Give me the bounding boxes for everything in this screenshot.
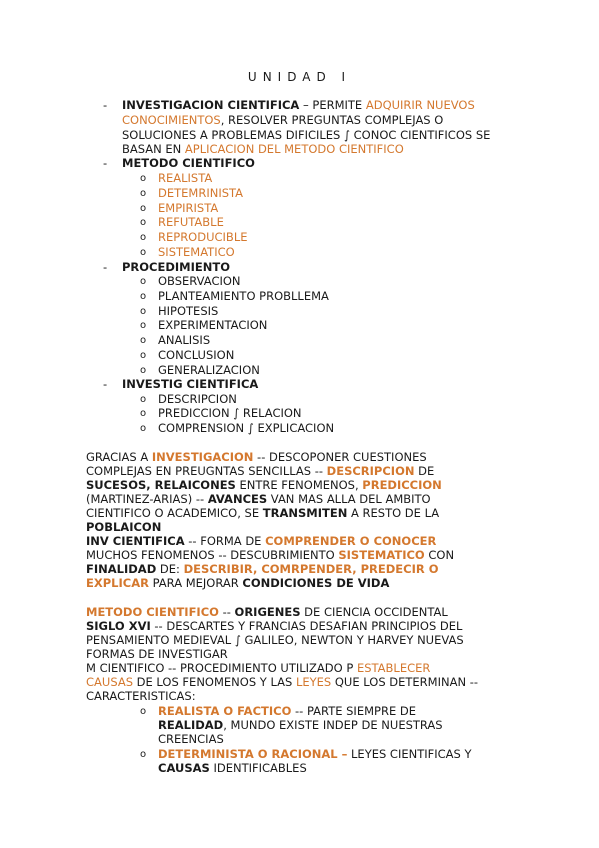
outline-subitem — [158, 215, 224, 230]
text-run: EXPLICAR — [86, 576, 149, 590]
characteristic-line — [158, 704, 416, 719]
text-run: -- PARTE SIEMPRE DE — [291, 704, 416, 718]
text-run: – PERMITE — [299, 98, 366, 112]
outline-continuation — [122, 142, 404, 157]
text-run: METODO CIENTIFICO — [122, 156, 255, 170]
text-run: CONOCIMIENTOS — [122, 113, 221, 127]
bullet-marker: o — [140, 188, 147, 199]
text-run: ORIGENES — [234, 605, 301, 619]
outline-subitem — [158, 318, 267, 333]
text-run: CARACTERISTICAS: — [86, 689, 196, 703]
text-run: POBLAICON — [86, 520, 162, 534]
text-run: PREDICCION ∫ RELACION — [158, 406, 302, 420]
text-run: DE: — [156, 562, 184, 576]
text-run: PARA MEJORAR — [148, 576, 243, 590]
outline-subitem — [158, 186, 243, 201]
text-run: ESTABLECER — [356, 661, 431, 675]
text-run: CREENCIAS — [158, 732, 224, 746]
outline-subitem — [158, 406, 302, 421]
bullet-marker: o — [140, 350, 147, 361]
outline-subitem — [158, 245, 235, 260]
text-run: VAN MAS ALLA DEL AMBITO — [267, 492, 431, 506]
text-run: , RESOLVER PREGUNTAS COMPLEJAS O — [220, 113, 444, 127]
text-run: A RESTO DE LA — [347, 506, 440, 520]
text-run: PREDICCION — [362, 478, 442, 492]
bullet-marker: o — [140, 749, 147, 760]
bullet-marker: o — [140, 335, 147, 346]
text-run: INVESTIGACION CIENTIFICA — [122, 98, 300, 112]
text-run: SIGLO XVI — [86, 619, 151, 633]
text-run: DESCRIBIR, COMRPENDER, PREDECIR O — [183, 562, 439, 576]
dash-marker: - — [103, 156, 108, 170]
dash-marker: - — [103, 377, 108, 391]
paragraph-line — [86, 605, 448, 620]
bullet-marker: o — [140, 203, 147, 214]
bullet-marker: o — [140, 423, 147, 434]
text-run: ADQUIRIR NUEVOS — [365, 98, 475, 112]
outline-subitem — [158, 274, 241, 289]
outline-heading — [122, 156, 255, 171]
text-run: REPRODUCIBLE — [158, 230, 248, 244]
text-run: CONCLUSION — [158, 348, 235, 362]
outline-subitem — [158, 363, 260, 378]
paragraph-line — [86, 562, 438, 577]
text-run: COMPRENDER O CONOCER — [265, 534, 437, 548]
bullet-marker: o — [140, 217, 147, 228]
text-run: TRANSMITEN — [262, 506, 348, 520]
text-run: SUCESOS, RELAICONES — [86, 478, 236, 492]
text-run: INVESTIG CIENTIFICA — [122, 377, 259, 391]
text-run: DE CIENCIA OCCIDENTAL — [300, 605, 448, 619]
paragraph-line — [86, 647, 228, 662]
paragraph-line — [86, 450, 427, 465]
text-run: , MUNDO EXISTE INDEP DE NUESTRAS — [223, 718, 443, 732]
bullet-marker: o — [140, 306, 147, 317]
outline-subitem — [158, 230, 248, 245]
outline-subitem — [158, 348, 234, 363]
text-run: COMPLEJAS EN PREUGNTAS SENCILLAS -- — [86, 464, 327, 478]
bullet-marker: o — [140, 394, 147, 405]
outline-subitem — [158, 201, 218, 216]
text-run: METODO CIENTIFICO — [86, 605, 219, 619]
text-run: REALIDAD — [158, 718, 224, 732]
text-run: IDENTIFICABLES — [209, 761, 307, 775]
outline-heading — [122, 377, 258, 392]
text-run: GRACIAS A — [86, 450, 152, 464]
characteristic-line — [158, 718, 443, 733]
text-run: OBSERVACION — [158, 274, 241, 288]
outline-subitem — [158, 171, 212, 186]
text-run: FINALIDAD — [86, 562, 157, 576]
text-run: CAUSAS — [86, 675, 133, 689]
bullet-marker: o — [140, 408, 147, 419]
outline-continuation — [122, 128, 490, 143]
text-run: REALISTA — [158, 171, 213, 185]
text-run: REALISTA O FACTICO — [158, 704, 292, 718]
dash-marker: - — [103, 98, 108, 112]
characteristic-line — [158, 732, 224, 747]
paragraph-line — [86, 548, 454, 563]
text-run: EXPERIMENTACION — [158, 318, 268, 332]
paragraph-line — [86, 661, 430, 676]
outline-subitem — [158, 289, 329, 304]
paragraph-line — [86, 576, 389, 591]
text-run: HIPOTESIS — [158, 304, 219, 318]
paragraph-line — [86, 520, 161, 535]
text-run: PLANTEAMIENTO PROBLLEMA — [158, 289, 329, 303]
text-run: CONDICIONES DE VIDA — [242, 576, 390, 590]
text-run: -- DESCARTES Y FRANCIAS DESAFIAN PRINCIPIOS DEL — [150, 619, 463, 633]
bullet-marker: o — [140, 276, 147, 287]
text-run: REFUTABLE — [158, 215, 224, 229]
text-run: DESCRIPCION — [158, 392, 237, 406]
text-run: CON — [424, 548, 455, 562]
text-run: DETEMRINISTA — [158, 186, 244, 200]
text-run: DE LOS FENOMENOS Y LAS — [133, 675, 296, 689]
text-run: EMPIRISTA — [158, 201, 219, 215]
text-run: ENTRE FENOMENOS, — [235, 478, 363, 492]
characteristic-line — [158, 761, 307, 776]
text-run: CAUSAS — [158, 761, 210, 775]
outline-subitem — [158, 392, 237, 407]
text-run: PENSAMIENTO MEDIEVAL ∫ GALILEO, NEWTON Y HARVEY NUEVAS — [86, 633, 464, 647]
paragraph-line — [86, 534, 436, 549]
bullet-marker: o — [140, 320, 147, 331]
paragraph-line — [86, 689, 196, 704]
text-run: QUE LOS DETERMINAN -- — [331, 675, 479, 689]
text-run: SOLUCIONES A PROBLEMAS DIFICILES ∫ CONOC CIENTIFICOS SE — [122, 128, 491, 142]
bullet-marker: o — [140, 232, 147, 243]
text-run: COMPRENSION ∫ EXPLICACION — [158, 421, 335, 435]
characteristic-line — [158, 747, 472, 762]
outline-subitem — [158, 333, 210, 348]
bullet-marker: o — [140, 365, 147, 376]
bullet-marker: o — [140, 247, 147, 258]
text-run: SISTEMATICO — [338, 548, 425, 562]
text-run: DETERMINISTA O RACIONAL – — [158, 747, 348, 761]
text-run: -- FORMA DE — [184, 534, 266, 548]
text-run: MUCHOS FENOMENOS -- DESCUBRIMIENTO — [86, 548, 339, 562]
bullet-marker: o — [140, 706, 147, 717]
text-run: ANALISIS — [158, 333, 211, 347]
text-run: LEYES CIENTIFICAS Y — [347, 747, 472, 761]
paragraph-line — [86, 492, 431, 507]
text-run: -- DESCOPONER CUESTIONES — [253, 450, 427, 464]
paragraph-line — [86, 464, 434, 479]
bullet-marker: o — [140, 173, 147, 184]
outline-heading — [122, 260, 230, 275]
text-run: BASAN EN — [122, 142, 185, 156]
text-run: APLICACION DEL METODO CIENTIFICO — [184, 142, 404, 156]
outline-subitem — [158, 421, 334, 436]
text-run: LEYES — [295, 675, 332, 689]
text-run: GENERALIZACION — [158, 363, 260, 377]
text-run: INV CIENTIFICA — [86, 534, 185, 548]
text-run: DE — [414, 464, 435, 478]
text-run: M CIENTIFICO -- PROCEDIMIENTO UTILIZADO P — [86, 661, 357, 675]
text-run: AVANCES — [207, 492, 268, 506]
text-run: PROCEDIMIENTO — [122, 260, 231, 274]
text-run: (MARTINEZ-ARIAS) -- — [86, 492, 208, 506]
outline-subitem — [158, 304, 218, 319]
text-run: SISTEMATICO — [158, 245, 235, 259]
text-run: -- — [218, 605, 235, 619]
text-run: CIENTIFICO O ACADEMICO, SE — [86, 506, 263, 520]
outline-heading — [122, 98, 475, 113]
paragraph-line — [86, 675, 478, 690]
text-run: DESCRIPCION — [326, 464, 415, 478]
paragraph-line — [86, 506, 439, 521]
outline-continuation — [122, 113, 443, 128]
bullet-marker: o — [140, 291, 147, 302]
dash-marker: - — [103, 260, 108, 274]
page-title: UNIDAD I — [247, 70, 352, 84]
paragraph-line — [86, 619, 462, 634]
paragraph-line — [86, 633, 464, 648]
paragraph-line — [86, 478, 442, 493]
text-run: FORMAS DE INVESTIGAR — [86, 647, 228, 661]
text-run: INVESTIGACION — [151, 450, 254, 464]
